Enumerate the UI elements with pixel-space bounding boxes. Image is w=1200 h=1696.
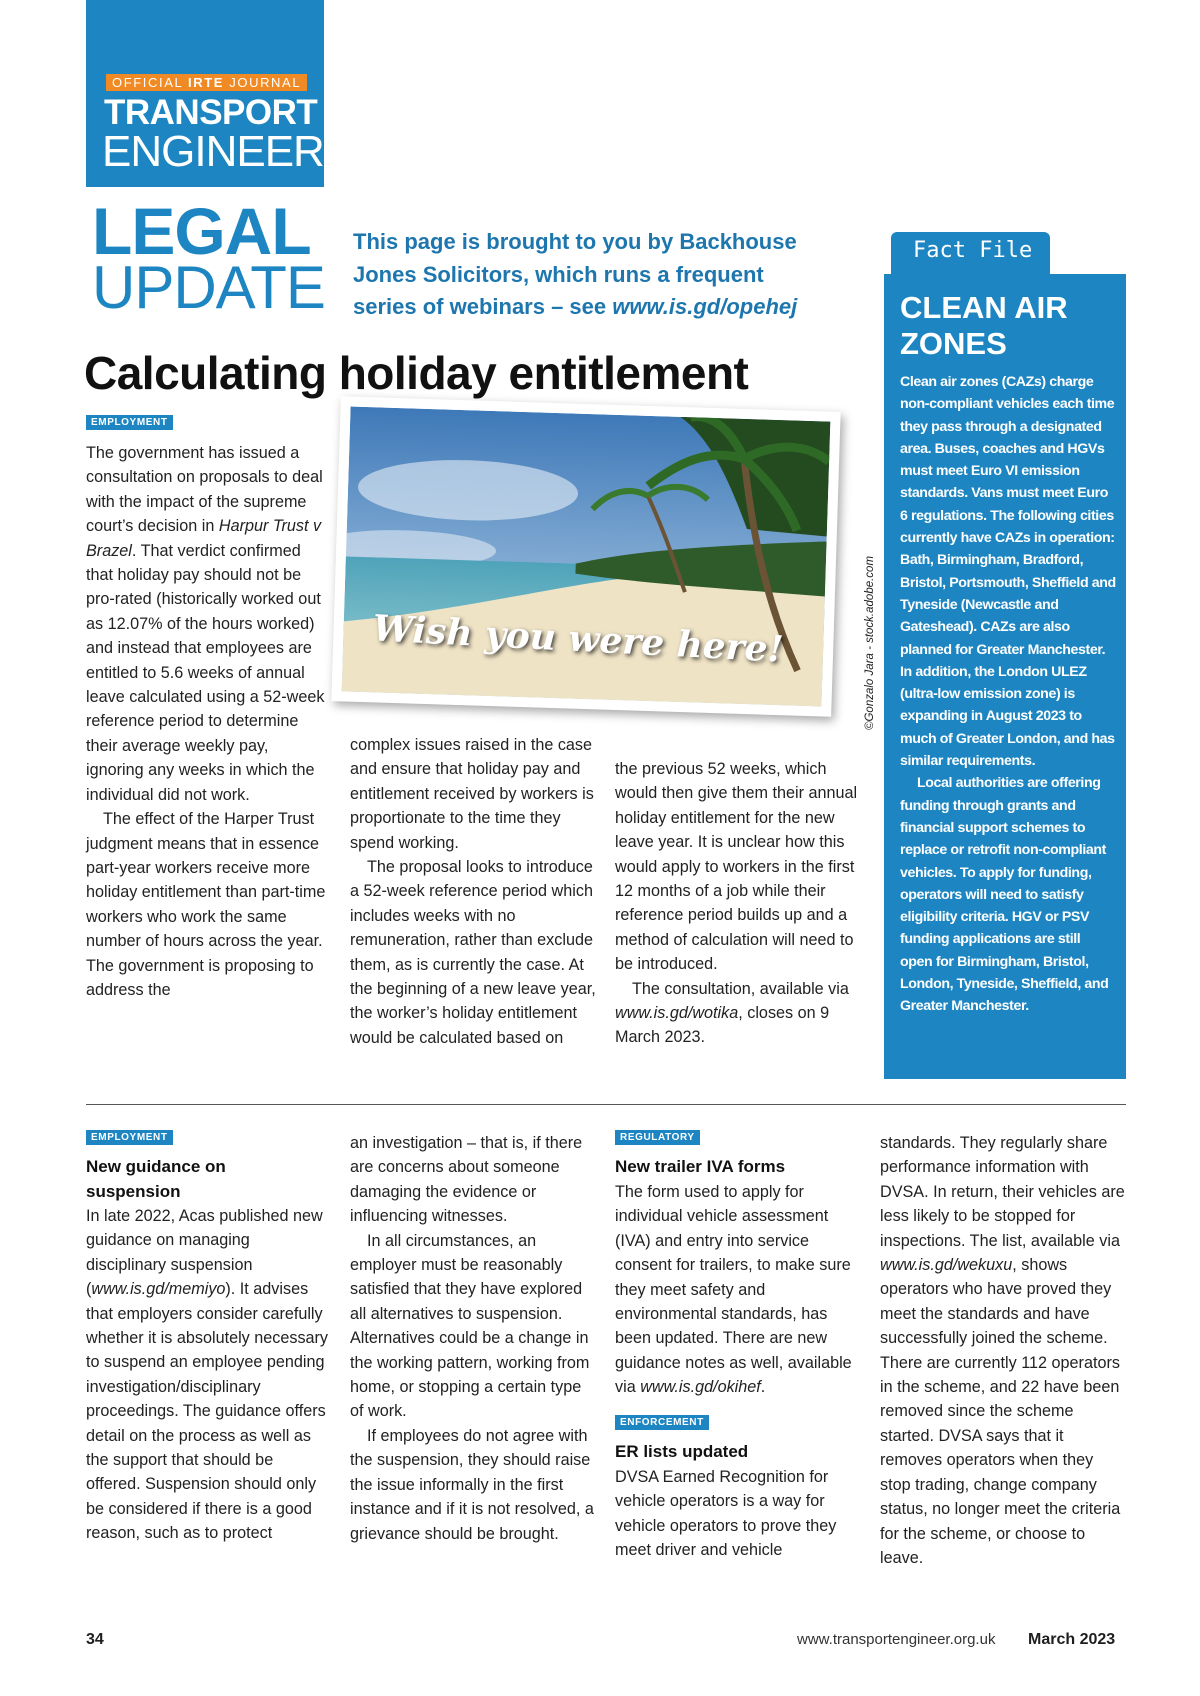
subheading: New trailer IVA forms xyxy=(615,1157,786,1176)
paragraph: The consultation, available via www.is.gd/wotika, closes on 9 March 2023. xyxy=(615,979,849,1047)
suspension-column-2 xyxy=(350,1131,598,1546)
section-title-legal: LEGAL xyxy=(92,194,311,268)
paragraph: The proposal looks to introduce a 52-week reference period which includes weeks with no remuneration, rather than exclude them, as is currently the case. At the beginning of a new leave year, the worker’s holiday entitlement would be calculated based on xyxy=(350,858,596,1047)
iva-link[interactable]: www.is.gd/okihef xyxy=(640,1378,761,1397)
fact-file-body xyxy=(900,371,1116,1018)
paragraph: The government has issued a consultation on proposals to deal with the impact of the supreme court’s decision in Harpur Trust v Brazel. That verdict confirmed that holiday pay should not be pro-rated (historically worked out as 12.07% of the hours worked) and instead that employees are entitled to 5.6 weeks of annual leave calculated using a 52-week reference period to determine their average weekly pay, ignoring any weeks in which the individual did not work. xyxy=(86,444,325,804)
masthead-title-line1: TRANSPORT xyxy=(104,93,318,132)
section-divider xyxy=(86,1104,1126,1105)
sponsor-intro: This page is brought to you by Backhouse Jones Solicitors, which runs a frequent series of webinars – see www.is.gd/opehej xyxy=(353,229,798,319)
section-title-update: UPDATE xyxy=(92,254,325,321)
er-column-2 xyxy=(880,1131,1126,1570)
paragraph: DVSA Earned Recognition for vehicle operators is a way for vehicle operators to prove they meet driver and vehicle xyxy=(615,1468,837,1560)
fact-file-tab: Fact File xyxy=(891,232,1050,276)
category-label: REGULATORY xyxy=(615,1130,700,1145)
paragraph: Local authorities are offering funding through grants and financial support schemes to replace or retrofit non-compliant vehicles. To apply for funding, operators will need to satisfy eligibility criteria. HGV or PSV funding applications are still open for Birmingham, Bristol, London, Tyneside, Sheffield, and Greater Manchester. xyxy=(900,775,1109,1015)
masthead-title-line2: ENGINEER xyxy=(102,127,324,176)
subheading: ER lists updated xyxy=(615,1442,749,1461)
category-label: EMPLOYMENT xyxy=(86,1130,173,1145)
article-column-2 xyxy=(350,733,598,1050)
beach-photo xyxy=(322,396,842,726)
photo-caption: Wish you were here! xyxy=(371,607,785,671)
category-label: ENFORCEMENT xyxy=(615,1415,709,1430)
photo-credit: ©Gonzalo Jara - stock.adobe.com xyxy=(864,555,876,730)
paragraph: In late 2022, Acas published new guidance on managing disciplinary suspension (www.is.gd/memiyo). It advises that employers consider carefully whether it is absolutely necessary to suspend an employee pending investigation/disciplinary proceedings. The guidance offers detail on the process as well as the support that should be offered. Suspension should only be considered if there is a good reason, such as to protect xyxy=(86,1207,329,1543)
suspension-column-1 xyxy=(86,1204,331,1546)
consultation-link[interactable]: www.is.gd/wotika xyxy=(615,1004,739,1023)
paragraph: In all circumstances, an employer must be reasonably satisfied that they have explored all alternatives to suspension. Alternatives could be a change in the working pattern, working from home, or stopping a certain type of work. xyxy=(350,1231,590,1421)
article-column-1 xyxy=(86,441,326,1002)
paragraph: standards. They regularly share performance information with DVSA. In return, their vehicles are less likely to be stopped for inspections. The list, available via www.is.gd/wekuxu, shows operators who have proved they meet the standards and have successfully joined the scheme. There are currently 112 operators in the scheme, and 22 have been removed since the scheme started. DVSA says that it removes operators when they stop trading, change company status, no longer meet the criteria for the scheme, or choose to leave. xyxy=(880,1134,1125,1567)
paragraph: If employees do not agree with the suspension, they should raise the issue informally in the first instance and if it is not resolved, a grievance should be brought. xyxy=(350,1426,594,1543)
article-headline: Calculating holiday entitlement xyxy=(84,347,749,399)
fact-file-title: CLEAN AIR ZONES xyxy=(900,290,1068,361)
journal-tag: OFFICIAL IRTE JOURNAL xyxy=(106,74,307,91)
guidance-link[interactable]: www.is.gd/memiyo xyxy=(91,1280,226,1299)
page-number: 34 xyxy=(86,1631,104,1648)
er-column-1 xyxy=(615,1465,860,1563)
sponsor-link[interactable]: www.is.gd/opehej xyxy=(612,294,798,319)
paragraph: The form used to apply for individual vehicle assessment (IVA) and entry into service consent for trailers, to make sure they meet safety and environmental standards, has been updated. There are new guidance notes as well, available via www.is.gd/okihef. xyxy=(615,1183,852,1397)
paragraph: the previous 52 weeks, which would then give them their annual holiday entitlement for the new leave year. It is unclear how this would apply to workers in the first 12 months of a job while their reference period builds up and a method of calculation will need to be introduced. xyxy=(615,760,858,974)
paragraph: an investigation – that is, if there are concerns about someone damaging the evidence or influencing witnesses. xyxy=(350,1134,583,1226)
article-column-3 xyxy=(615,757,860,1050)
fact-file-box xyxy=(884,274,1126,1079)
paragraph: Clean air zones (CAZs) charge non-compliant vehicles each time they pass through a designated area. Buses, coaches and HGVs must meet Euro VI emission standards. Vans must meet Euro 6 regulations. The following cities currently have CAZs in operation: Bath, Birmingham, Bradford, Bristol, Portsmouth, Sheffield and Tyneside (Newcastle and Gateshead). CAZs are also planned for Greater Manchester. In addition, the London ULEZ (ultra-low emission zone) is expanding in August 2023 to much of Greater London, and has similar requirements. xyxy=(900,374,1116,770)
footer-website-link[interactable]: www.transportengineer.org.uk xyxy=(797,1631,996,1648)
category-label: EMPLOYMENT xyxy=(86,415,173,430)
er-list-link[interactable]: www.is.gd/wekuxu xyxy=(880,1256,1013,1275)
iva-column xyxy=(615,1180,860,1400)
issue-date: March 2023 xyxy=(1028,1631,1116,1648)
paragraph: The effect of the Harper Trust judgment means that in essence part-year workers receive more holiday entitlement than part-time workers who work the same number of hours across the year. The government is proposing to address the xyxy=(86,810,326,999)
paragraph: complex issues raised in the case and ensure that holiday pay and entitlement received by workers is proportionate to the time they spend working. xyxy=(350,736,594,852)
subheading: New guidance on suspension xyxy=(86,1157,226,1201)
masthead xyxy=(86,0,324,187)
